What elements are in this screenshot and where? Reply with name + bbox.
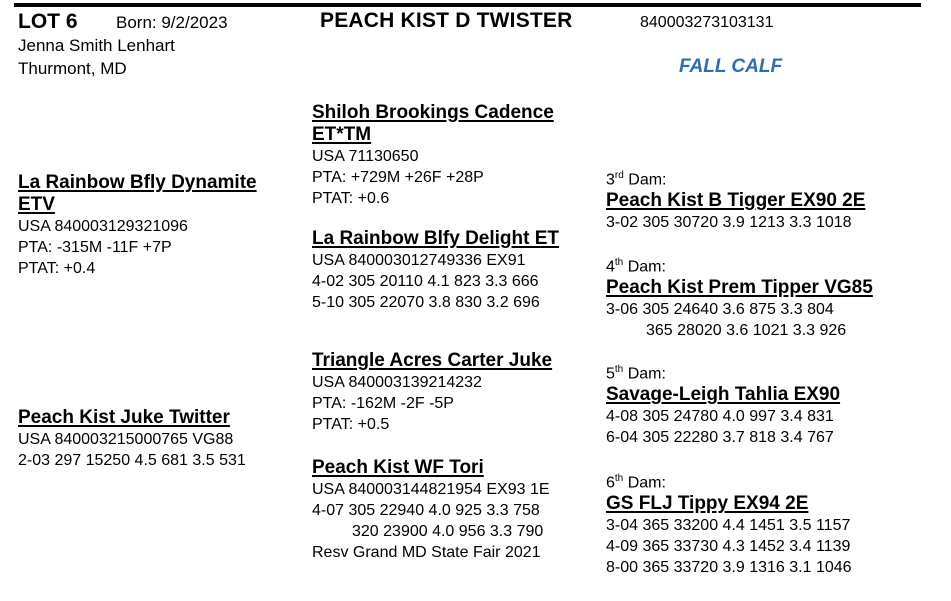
dam-dam-name: Peach Kist WF Tori bbox=[312, 457, 484, 478]
sire-line: PTAT: +0.4 bbox=[18, 260, 96, 277]
sire-dam-line: 5-10 305 22070 3.8 830 3.2 696 bbox=[312, 294, 540, 311]
fifth-dam-label: 5th Dam: bbox=[606, 364, 666, 383]
dam-sire-block bbox=[312, 350, 602, 435]
dam-line: 2-03 297 15250 4.5 681 3.5 531 bbox=[18, 452, 246, 469]
third-dam-line: 3-02 305 30720 3.9 1213 3.3 1018 bbox=[606, 214, 852, 232]
fourth-dam-name: Peach Kist Prem Tipper VG85 bbox=[606, 277, 873, 299]
third-dam-name: Peach Kist B Tigger EX90 2E bbox=[606, 190, 866, 212]
fourth-dam-line: 365 28020 3.6 1021 3.3 926 bbox=[646, 322, 847, 340]
dam-dam-block bbox=[312, 457, 602, 563]
dam-sire-line: USA 840003139214232 bbox=[312, 374, 482, 391]
fifth-dam-name: Savage-Leigh Tahlia EX90 bbox=[606, 384, 841, 406]
header-rule bbox=[14, 3, 921, 7]
sire-block bbox=[18, 172, 288, 279]
owner-location: Thurmont, MD bbox=[18, 59, 127, 78]
dam-sire-name: Triangle Acres Carter Juke bbox=[312, 350, 553, 371]
sixth-dam-name: GS FLJ Tippy EX94 2E bbox=[606, 493, 809, 515]
sire-sire-name: Shiloh Brookings Cadence ET*TM bbox=[312, 102, 554, 145]
dam-sire-line: PTA: -162M -2F -5P bbox=[312, 395, 454, 412]
sire-dam-block bbox=[312, 228, 602, 313]
sire-sire-line: PTA: +729M +26F +28P bbox=[312, 169, 484, 186]
sixth-dam-line: 3-04 365 33200 4.4 1451 3.5 1157 bbox=[606, 517, 851, 535]
fifth-dam-line: 4-08 305 24780 4.0 997 3.4 831 bbox=[606, 408, 834, 426]
class-label: FALL CALF bbox=[679, 56, 783, 77]
dam-dam-line: Resv Grand MD State Fair 2021 bbox=[312, 544, 541, 561]
sixth-dam-block bbox=[606, 468, 896, 578]
fourth-dam-block bbox=[606, 252, 896, 341]
dam-sire-line: PTAT: +0.5 bbox=[312, 416, 390, 433]
sire-name: La Rainbow Bfly Dynamite ETV bbox=[18, 172, 257, 215]
fifth-dam-block bbox=[606, 359, 896, 448]
fourth-dam-line: 3-06 305 24640 3.6 875 3.3 804 bbox=[606, 301, 834, 319]
fourth-dam-label: 4th Dam: bbox=[606, 257, 666, 276]
dam-name: Peach Kist Juke Twitter bbox=[18, 407, 230, 428]
sire-dam-line: USA 840003012749336 EX91 bbox=[312, 252, 526, 269]
dam-dam-line: 4-07 305 22940 4.0 925 3.3 758 bbox=[312, 502, 540, 519]
sire-sire-block bbox=[312, 102, 582, 209]
sire-sire-line: PTAT: +0.6 bbox=[312, 190, 390, 207]
third-dam-block bbox=[606, 165, 896, 233]
animal-name: PEACH KIST D TWISTER bbox=[320, 9, 573, 32]
dam-dam-line: USA 840003144821954 EX93 1E bbox=[312, 481, 550, 498]
sire-line: USA 840003129321096 bbox=[18, 218, 188, 235]
sire-sire-line: USA 71130650 bbox=[312, 148, 419, 165]
registration-number: 840003273103131 bbox=[640, 14, 774, 31]
birth-date: Born: 9/2/2023 bbox=[116, 13, 228, 32]
sire-dam-line: 4-02 305 20110 4.1 823 3.3 666 bbox=[312, 273, 539, 290]
sixth-dam-line: 4-09 365 33730 4.3 1452 3.4 1139 bbox=[606, 538, 851, 556]
sire-dam-name: La Rainbow Blfy Delight ET bbox=[312, 228, 560, 249]
lot-number: LOT 6 bbox=[18, 10, 78, 33]
dam-dam-line: 320 23900 4.0 956 3.3 790 bbox=[352, 523, 544, 540]
dam-line: USA 840003215000765 VG88 bbox=[18, 431, 234, 448]
third-dam-label: 3rd Dam: bbox=[606, 170, 667, 189]
owner-name: Jenna Smith Lenhart bbox=[18, 36, 175, 55]
sixth-dam-line: 8-00 365 33720 3.9 1316 3.1 1046 bbox=[606, 559, 852, 577]
sire-line: PTA: -315M -11F +7P bbox=[18, 239, 172, 256]
dam-block bbox=[18, 407, 308, 471]
fifth-dam-line: 6-04 305 22280 3.7 818 3.4 767 bbox=[606, 429, 834, 447]
sixth-dam-label: 6th Dam: bbox=[606, 473, 666, 492]
